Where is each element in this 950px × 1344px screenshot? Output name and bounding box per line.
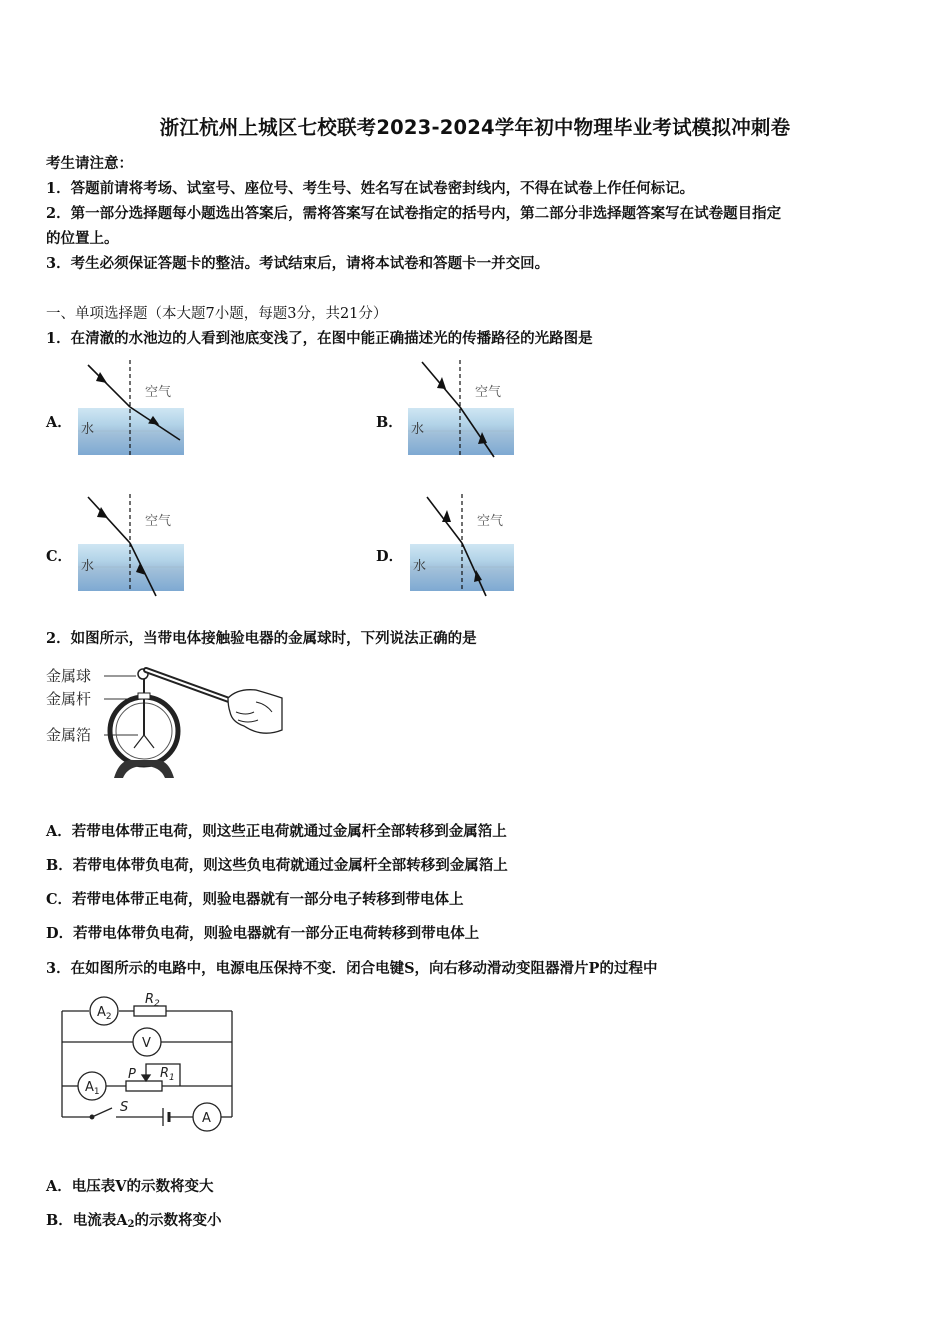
- air-label: 空气: [475, 385, 502, 400]
- q2-option-d: D．若带电体带负电荷，则验电器就有一部分正电荷转移到带电体上: [46, 925, 480, 942]
- rheostat-r1: [126, 1081, 162, 1091]
- notice-item-3: 3．考生必须保证答题卡的整洁。考试结束后，请将本试卷和答题卡一并交回。: [46, 255, 550, 272]
- q3-option-a: A．电压表V的示数将变大: [46, 1178, 214, 1195]
- metal-ball-label: 金属球: [46, 667, 92, 685]
- a1-label: $A_1$: [85, 1080, 100, 1097]
- notice-item-2: 2．第一部分选择题每小题选出答案后，需将答案写在试卷指定的括号内，第二部分非选择题答案写在试卷题目指定: [46, 205, 782, 222]
- q2-option-a: A．若带电体带正电荷，则这些正电荷就通过金属杆全部转移到金属箔上: [46, 823, 507, 840]
- metal-foil-label: 金属箔: [46, 726, 92, 744]
- notice-item-1: 1．答题前请将考场、试室号、座位号、考生号、姓名写在试卷密封线内，不得在试卷上作任何标记。: [46, 180, 695, 197]
- water-label: 水: [81, 559, 95, 574]
- air-label: 空气: [477, 514, 504, 529]
- switch-s: [92, 1108, 112, 1117]
- a-label: A: [202, 1111, 211, 1126]
- v-label: V: [142, 1036, 151, 1051]
- q1-label-b: B．: [376, 414, 403, 431]
- q3-option-b: B．电流表$A_2$的示数将变小: [46, 1212, 222, 1230]
- r1-label: $R_1$: [160, 1066, 175, 1083]
- slider-p: [142, 1075, 150, 1081]
- q1-label-d: D．: [376, 548, 404, 565]
- q1-label-c: C．: [46, 548, 73, 565]
- metal-rod-label: 金属杆: [46, 690, 92, 708]
- resistor-r2: [134, 1006, 166, 1016]
- air-label: 空气: [145, 385, 172, 400]
- notice-heading: 考生请注意：: [46, 155, 133, 172]
- q2-option-b: B．若带电体带负电荷，则这些负电荷就通过金属杆全部转移到金属箔上: [46, 857, 508, 874]
- a2-label: $A_2$: [97, 1005, 112, 1022]
- s-label: S: [120, 1100, 129, 1115]
- notice-item-2-cont: 的位置上。: [46, 230, 119, 247]
- q1-stem: 1．在清澈的水池边的人看到池底变浅了，在图中能正确描述光的传播路径的光路图是: [46, 330, 593, 347]
- water-label: 水: [413, 559, 427, 574]
- q3-stem: 3．在如图所示的电路中，电源电压保持不变．闭合电键S，向右移动滑动变阻器滑片P的过程中: [46, 960, 658, 977]
- page-title: 浙江杭州上城区七校联考2023-2024学年初中物理毕业考试模拟冲刺卷: [159, 116, 791, 139]
- q2-stem: 2．如图所示，当带电体接触验电器的金属球时，下列说法正确的是: [46, 630, 477, 647]
- r2-label: $R_2$: [145, 992, 160, 1009]
- air-label: 空气: [145, 514, 172, 529]
- water-label: 水: [411, 422, 425, 437]
- water-label: 水: [81, 422, 95, 437]
- q2-option-c: C．若带电体带正电荷，则验电器就有一部分电子转移到带电体上: [46, 891, 464, 908]
- section-heading: 一、单项选择题（本大题7小题，每题3分，共21分）: [46, 306, 388, 322]
- p-label: P: [128, 1067, 136, 1082]
- q1-label-a: A．: [46, 414, 72, 431]
